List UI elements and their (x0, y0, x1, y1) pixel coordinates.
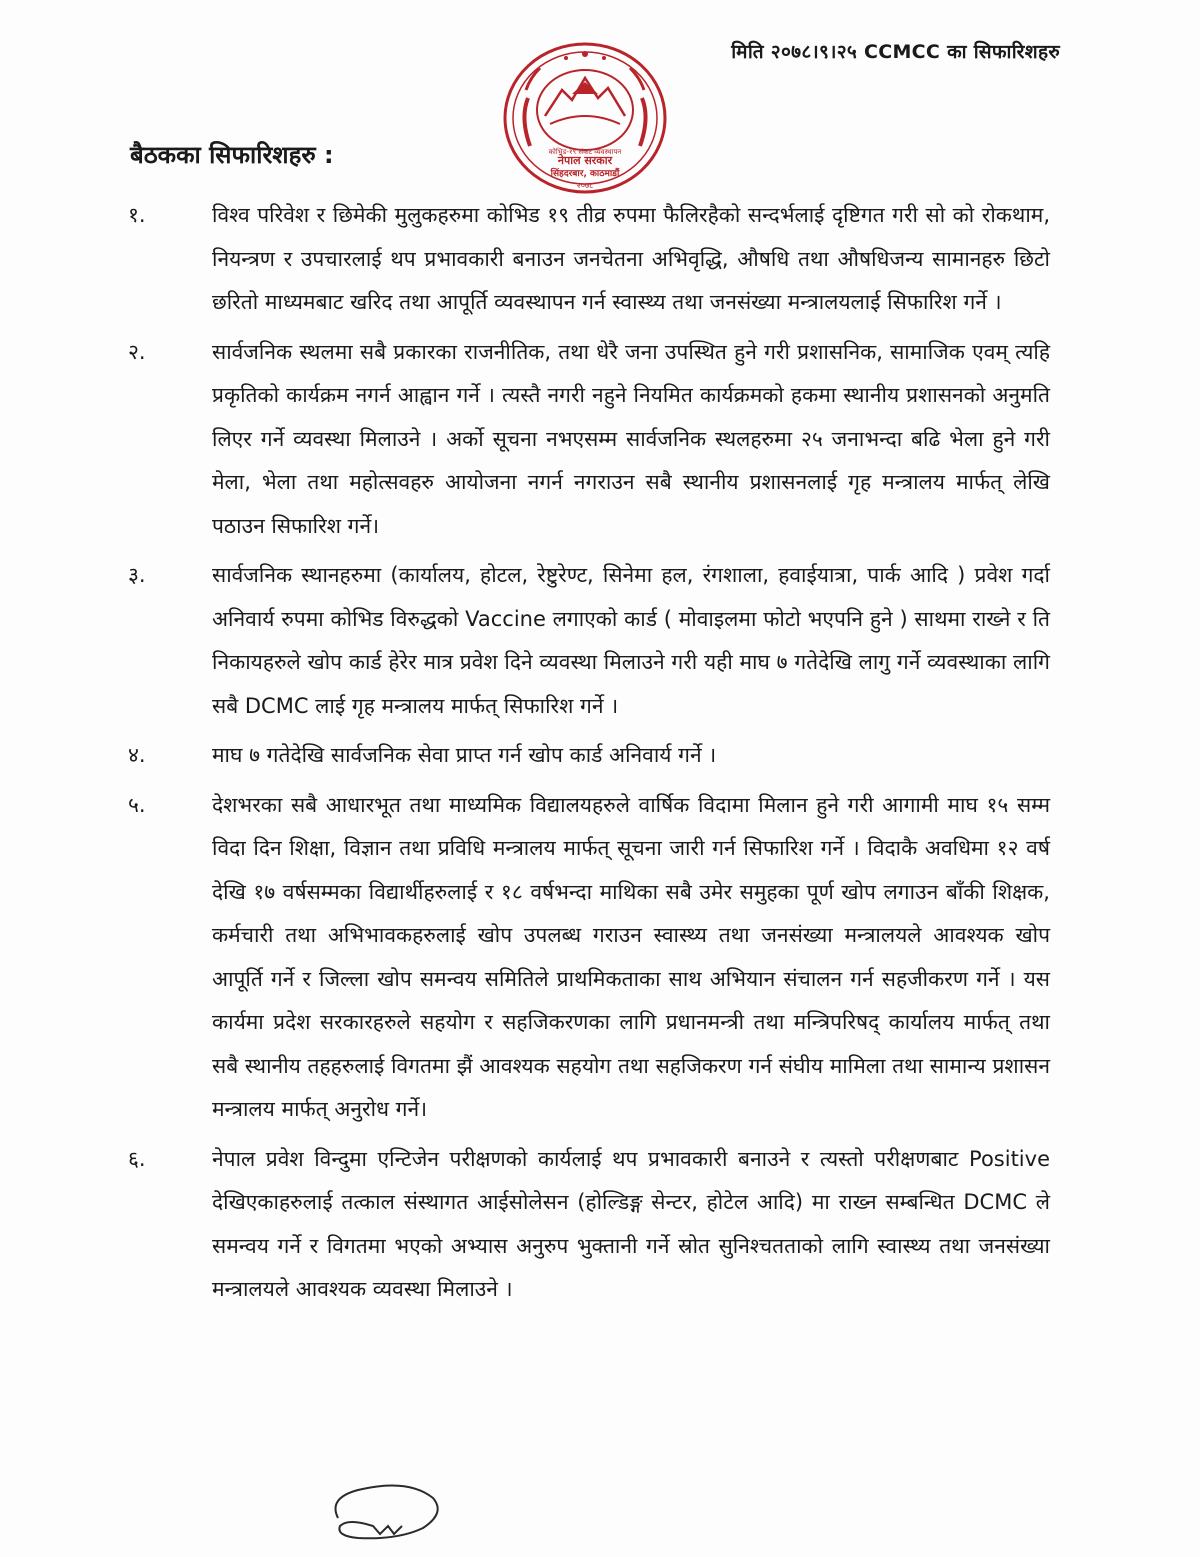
item-number: २. (128, 339, 146, 364)
item-text: सार्वजनिक स्थलमा सबै प्रकारका राजनीतिक, तथा धेरै जना उपस्थित हुने गरी प्रशासनिक, सामाजिक एवम् त्यहि प्रकृतिको कार्यक्रम नगर्न आह्वान गर्ने । त्यस्तै नगरी नहुने नियमित कार्यक्रमको हकमा स्थानीय प्रशासनको अनुमति लिएर गर्ने व्यवस्था मिलाउने । अर्को सूचना नभएसम्म सार्वजनिक स्थलहरुमा २५ जनाभन्दा बढि भेला हुने गरी मेला, भेला तथा महोत्सवहरु आयोजना नगर्न नगराउन सबै स्थानीय प्रशासनलाई गृह मन्त्रालय मार्फत् लेखि पठाउन सिफारिश गर्ने। (212, 339, 1050, 538)
signature-icon (318, 1478, 448, 1548)
seal-inner-text-2: सिंहदरबार, काठमाडौं (550, 169, 620, 179)
item-text: सार्वजनिक स्थानहरुमा (कार्यालय, होटल, रेष्टुरेण्ट, सिनेमा हल, रंगशाला, हवाईयात्रा, पार्क आदि ) प्रवेश गर्दा अनिवार्य रुपमा कोभिड विरुद्धको Vaccine लगाएको कार्ड ( मोवाइलमा फोटो भएपनि हुने ) साथमा राख्ने र ति निकायहरुले खोप कार्ड हेरेर मात्र प्रवेश दिने व्यवस्था मिलाउने गरी यही माघ ७ गतेदेखि लागु गर्ने व्यवस्थाका लागि सबै DCMC लाई गृह मन्त्रालय मार्फत् सिफारिश गर्ने । (212, 563, 1050, 718)
list-item (120, 194, 1050, 325)
list-item (120, 554, 1050, 728)
item-number: ६. (128, 1146, 146, 1171)
seal-inner-text-1: कोभिड-१९ संकट व्यवस्थापन (548, 148, 622, 156)
item-text: देशभरका सबै आधारभूत तथा माध्यमिक विद्यालयहरुले वार्षिक विदामा मिलान हुने गरी आगामी माघ १५ सम्म विदा दिन शिक्षा, विज्ञान तथा प्रविधि मन्त्रालय मार्फत् सूचना जारी गर्न सिफारिश गर्ने । विदाकै अवधिमा १२ वर्ष देखि १७ वर्षसम्मका विद्यार्थीहरुलाई र १८ वर्षभन्दा माथिका सबै उमेर समुहका पूर्ण खोप लगाउन बाँकी शिक्षक, कर्मचारी तथा अभिभावकहरुलाई खोप उपलब्ध गराउन स्वास्थ्य तथा जनसंख्या मन्त्रालयले आवश्यक खोप आपूर्ति गर्ने र जिल्ला खोप समन्वय समितिले प्राथमिकताका साथ अभियान संचालन गर्न सहजीकरण गर्ने । यस कार्यमा प्रदेश सरकारहरुले सहयोग र सहजिकरणका लागि प्रधानमन्त्री तथा मन्त्रिपरिषद् कार्यालय मार्फत् तथा सबै स्थानीय तहहरुलाई विगतमा झैं आवश्यक सहयोग तथा सहजिकरण गर्न संघीय मामिला तथा सामान्य प्रशासन मन्त्रालय मार्फत् अनुरोध गर्ने। (212, 792, 1050, 1121)
list-item (120, 734, 1050, 778)
item-text: माघ ७ गतेदेखि सार्वजनिक सेवा प्राप्त गर्न खोप कार्ड अनिवार्य गर्ने । (212, 743, 717, 767)
item-number: १. (128, 203, 146, 227)
seal-year: २०७८ (576, 181, 594, 190)
item-number: ३. (128, 563, 146, 587)
section-title: बैठकका सिफारिशहरु : (130, 141, 334, 169)
header-date-line: मिति २०७८।९।२५ CCMCC का सिफारिशहरु (731, 41, 1060, 63)
list-item (120, 784, 1050, 1132)
item-number: ५. (128, 792, 146, 817)
list-item (120, 331, 1050, 549)
recommendations-list (120, 194, 1050, 1318)
item-number: ४. (128, 743, 146, 767)
item-text: नेपाल प्रवेश विन्दुमा एन्टिजेन परीक्षणको कार्यलाई थप प्रभावकारी बनाउने र त्यस्तो परीक्षणबाट Positive देखिएकाहरुलाई तत्काल संस्थागत आईसोलेसन (होल्डिङ्ग सेन्टर, होटेल आदि) मा राख्न सम्बन्धित DCMC ले समन्वय गर्ने र विगतमा भएको अभ्यास अनुरुप भुक्तानी गर्ने स्रोत सुनिश्चतताको लागि स्वास्थ्य तथा जनसंख्या मन्त्रालयले आवश्यक व्यवस्था मिलाउने । (212, 1146, 1050, 1301)
seal-outer-text: नेपाल सरकार (557, 154, 613, 167)
government-seal-icon (500, 38, 670, 198)
list-item (120, 1138, 1050, 1312)
item-text: विश्व परिवेश र छिमेकी मुलुकहरुमा कोभिड १९ तीव्र रुपमा फैलिरहैको सन्दर्भलाई दृष्टिगत गरी सो को रोकथाम, नियन्त्रण र उपचारलाई थप प्रभावकारी बनाउन जनचेतना अभिवृद्धि, औषधि तथा औषधिजन्य सामानहरु छिटो छरितो माध्यमबाट खरिद तथा आपूर्ति व्यवस्थापन गर्न स्वास्थ्य तथा जनसंख्या मन्त्रालयलाई सिफारिश गर्ने । (212, 203, 1050, 314)
